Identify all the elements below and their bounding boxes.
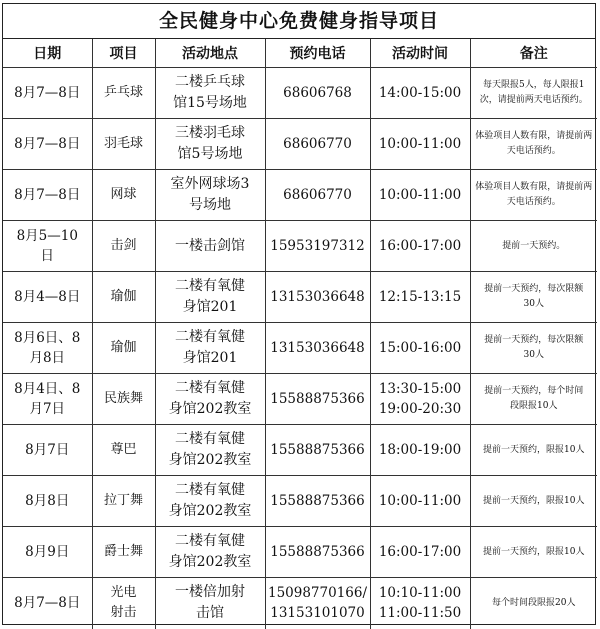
cell-phone: 15588875366 <box>265 374 370 425</box>
table-row <box>3 374 597 425</box>
cell-phone: 15588875366 <box>265 425 370 476</box>
cell-item: 网球 <box>92 170 155 221</box>
cell-note: 提前一天预约，限报10人 <box>470 527 597 578</box>
table-row <box>3 476 597 527</box>
cell-date: 8月9日 <box>3 527 92 578</box>
cell-time: 15:00-16:00 <box>370 323 470 374</box>
cell-note: 提前一天预约，限报10人 <box>470 425 597 476</box>
cell-date: 8月7—8日 <box>3 578 92 629</box>
cell-phone: 13153036648 <box>265 323 370 374</box>
cell-place: 室外网球场3 号场地 <box>155 170 265 221</box>
table-row <box>3 68 597 119</box>
cell-time: 10:00-11:00 <box>370 170 470 221</box>
cell-note: 提前一天预约，限报10人 <box>470 476 597 527</box>
cell-time: 14:00-15:00 <box>370 68 470 119</box>
table-row <box>3 323 597 374</box>
cell-item: 乒乓球 <box>92 68 155 119</box>
cell-time: 16:00-17:00 <box>370 221 470 272</box>
cell-time: 10:00-11:00 <box>370 119 470 170</box>
cell-date: 8月5—10 日 <box>3 221 92 272</box>
cell-time: 10:10-11:00 11:00-11:50 <box>370 578 470 629</box>
cell-note: 提前一天预约，每个时间 段限报10人 <box>470 374 597 425</box>
cell-time: 12:15-13:15 <box>370 272 470 323</box>
cell-date: 8月8日 <box>3 476 92 527</box>
cell-phone: 68606770 <box>265 170 370 221</box>
cell-date: 8月4—8日 <box>3 272 92 323</box>
cell-time: 10:00-11:00 <box>370 476 470 527</box>
cell-place: 一楼击剑馆 <box>155 221 265 272</box>
cell-place: 三楼羽毛球 馆5号场地 <box>155 119 265 170</box>
cell-item: 瑜伽 <box>92 272 155 323</box>
cell-phone: 13153036648 <box>265 272 370 323</box>
cell-phone: 68606768 <box>265 68 370 119</box>
cell-item: 瑜伽 <box>92 323 155 374</box>
table-row <box>3 221 597 272</box>
header-time: 活动时间 <box>370 39 470 68</box>
cell-note: 提前一天预约。 <box>470 221 597 272</box>
cell-time: 13:30-15:00 19:00-20:30 <box>370 374 470 425</box>
cell-note: 提前一天预约，每次限额 30人 <box>470 272 597 323</box>
cell-note: 体验项目人数有限，请提前两天电话预约。 <box>470 170 597 221</box>
cell-place: 一楼倍加射 击馆 <box>155 578 265 629</box>
cell-note: 每天限报5人，每人限报1次，请提前两天电话预约。 <box>470 68 597 119</box>
cell-note: 每个时间段限报20人 <box>470 578 597 629</box>
cell-place: 二楼有氧健 身馆201 <box>155 323 265 374</box>
cell-phone: 15953197312 <box>265 221 370 272</box>
cell-item: 光电 射击 <box>92 578 155 629</box>
cell-item: 爵士舞 <box>92 527 155 578</box>
header-date: 日期 <box>3 39 92 68</box>
table-row <box>3 527 597 578</box>
cell-place: 二楼有氧健 身馆202教室 <box>155 374 265 425</box>
cell-time: 16:00-17:00 <box>370 527 470 578</box>
cell-date: 8月7—8日 <box>3 170 92 221</box>
table-row <box>3 119 597 170</box>
header-place: 活动地点 <box>155 39 265 68</box>
cell-place: 二楼有氧健 身馆202教室 <box>155 527 265 578</box>
header-item: 项目 <box>92 39 155 68</box>
cell-item: 尊巴 <box>92 425 155 476</box>
table-row <box>3 170 597 221</box>
cell-phone: 15098770166/ 13153101070 <box>265 578 370 629</box>
cell-item: 拉丁舞 <box>92 476 155 527</box>
cell-time: 18:00-19:00 <box>370 425 470 476</box>
cell-place: 二楼有氧健 身馆202教室 <box>155 425 265 476</box>
table-row <box>3 578 597 629</box>
cell-place: 二楼有氧健 身馆201 <box>155 272 265 323</box>
cell-item: 击剑 <box>92 221 155 272</box>
cell-place: 二楼乒乓球 馆15号场地 <box>155 68 265 119</box>
table-title: 全民健身中心免费健身指导项目 <box>3 4 595 39</box>
cell-date: 8月6日、8 月8日 <box>3 323 92 374</box>
table-row <box>3 425 597 476</box>
header-row <box>3 39 597 68</box>
cell-phone: 15588875366 <box>265 476 370 527</box>
cell-phone: 15588875366 <box>265 527 370 578</box>
cell-note: 提前一天预约，每次限额 30人 <box>470 323 597 374</box>
header-note: 备注 <box>470 39 597 68</box>
table-row <box>3 272 597 323</box>
cell-date: 8月7—8日 <box>3 68 92 119</box>
schedule-table <box>3 39 597 629</box>
cell-item: 民族舞 <box>92 374 155 425</box>
header-phone: 预约电话 <box>265 39 370 68</box>
cell-phone: 68606770 <box>265 119 370 170</box>
cell-item: 羽毛球 <box>92 119 155 170</box>
schedule-sheet <box>2 3 596 625</box>
cell-note: 体验项目人数有限，请提前两天电话预约。 <box>470 119 597 170</box>
cell-date: 8月7—8日 <box>3 119 92 170</box>
cell-date: 8月4日、8 月7日 <box>3 374 92 425</box>
cell-place: 二楼有氧健 身馆202教室 <box>155 476 265 527</box>
cell-date: 8月7日 <box>3 425 92 476</box>
